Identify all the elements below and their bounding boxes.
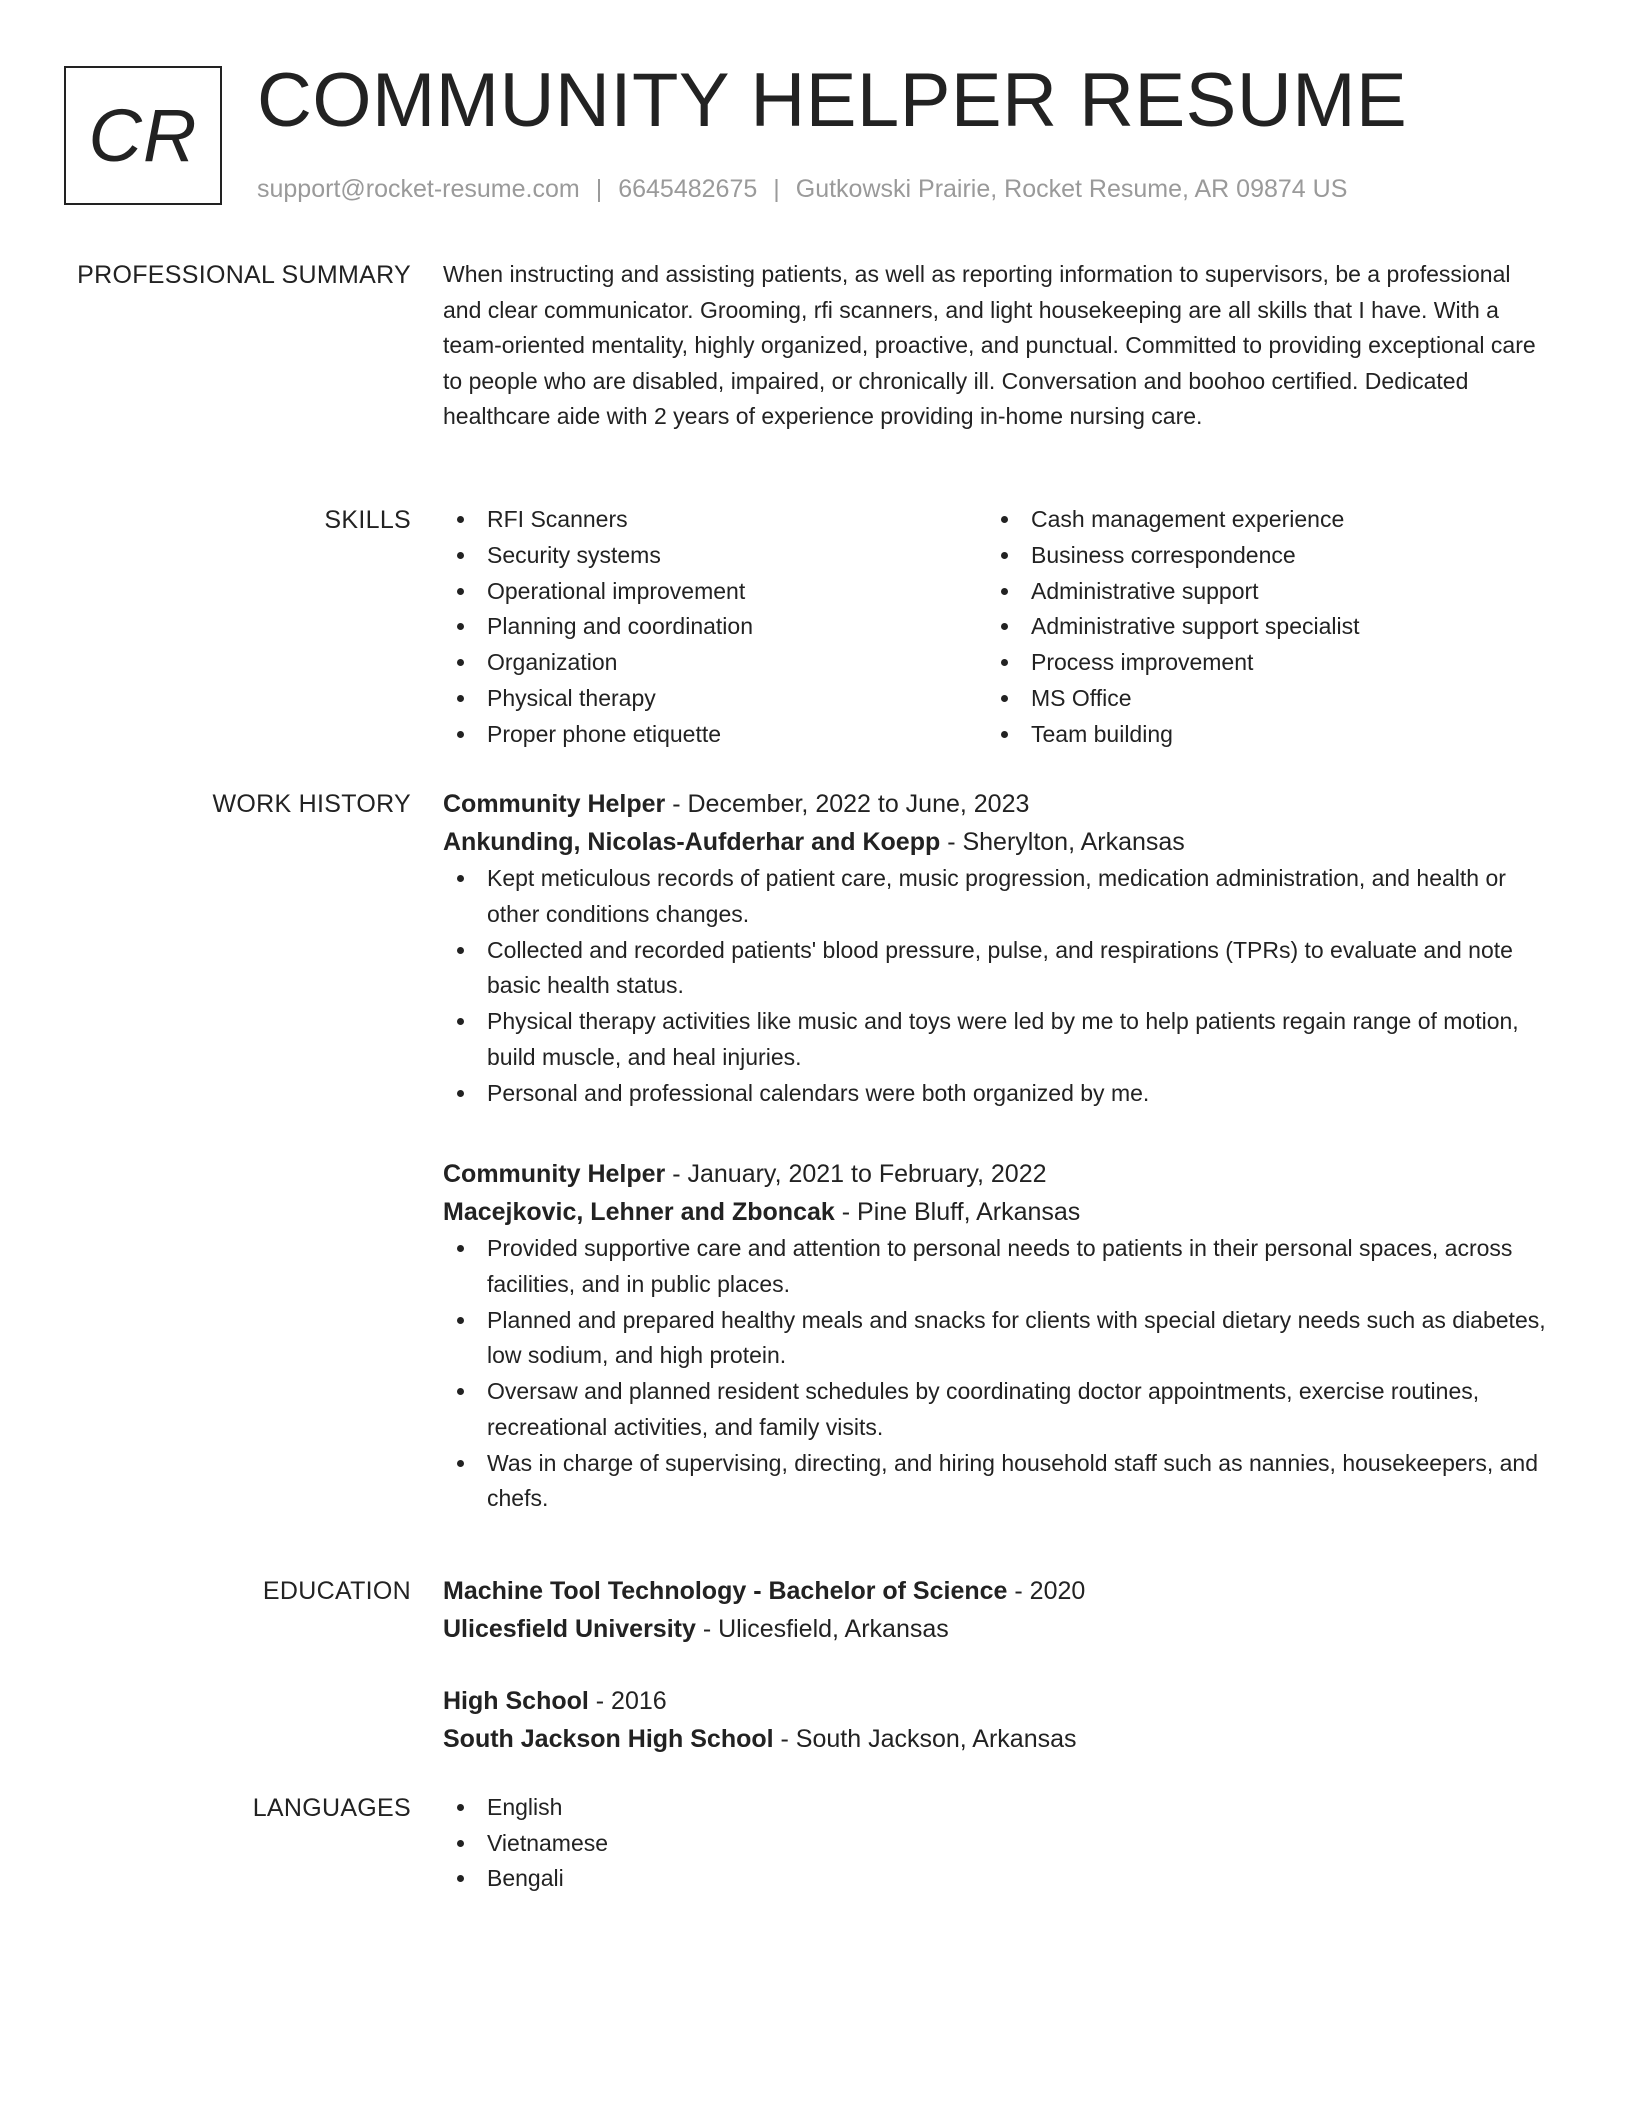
skill-item: Team building <box>987 717 1531 753</box>
education-degree: High School <box>443 1687 589 1715</box>
summary-text: When instructing and assisting patients, as well as reporting information to supervisors, be a professional and clear communicator. Grooming, rfi scanners, and light housekeeping are all skills that I have. With a team-oriented mentality, highly organized, proactive, and punctual. Committed to providing exceptional care to people who are disabled, impaired, or chronically ill. Conversation and boohoo certified. Dedicated healthcare aide with 2 years of experience providing in-home nursing care. <box>443 261 1536 429</box>
languages-body <box>443 1790 1548 1897</box>
job-location: - Sherylton, Arkansas <box>940 827 1185 856</box>
monogram-text: CR <box>88 94 198 177</box>
education-body <box>443 1573 1548 1758</box>
job-title-line <box>443 1156 1548 1194</box>
education-year: - 2020 <box>1007 1577 1086 1605</box>
job-company-line <box>443 824 1548 862</box>
section-heading-education: EDUCATION <box>262 1577 411 1605</box>
job-duty: Physical therapy activities like music and toys were led by me to help patients regain range of motion, build muscle, and heal injuries. <box>443 1004 1548 1075</box>
section-heading-summary: PROFESSIONAL SUMMARY <box>77 261 411 289</box>
job-dates: - December, 2022 to June, 2023 <box>665 790 1030 818</box>
job-entry <box>443 786 1548 1111</box>
language-item: Bengali <box>443 1861 1548 1897</box>
education-location: - South Jackson, Arkansas <box>773 1724 1077 1753</box>
skill-item: Physical therapy <box>443 681 987 717</box>
job-company: Ankunding, Nicolas-Aufderhar and Koepp <box>443 827 941 856</box>
skill-item: Proper phone etiquette <box>443 717 987 753</box>
job-duty: Provided supportive care and attention to personal needs to patients in their personal spaces, across facilities, and in public places. <box>443 1231 1548 1302</box>
job-dates: - January, 2021 to February, 2022 <box>665 1160 1047 1188</box>
job-duty: Was in charge of supervising, directing, and hiring household staff such as nannies, housekeepers, and chefs. <box>443 1446 1548 1517</box>
section-heading-skills: SKILLS <box>324 506 411 534</box>
job-duty: Kept meticulous records of patient care, music progression, medication administration, and health or other conditions changes. <box>443 861 1548 932</box>
contact-email[interactable]: support@rocket-resume.com <box>257 175 580 203</box>
skill-item: Business correspondence <box>987 538 1531 574</box>
languages-list <box>443 1790 1548 1897</box>
section-heading-work-history: WORK HISTORY <box>212 790 411 818</box>
job-title: Community Helper <box>443 790 666 818</box>
education-year: - 2016 <box>588 1687 667 1715</box>
education-entry <box>443 1573 1548 1648</box>
skills-column-left <box>443 502 987 753</box>
job-duty: Collected and recorded patients' blood pressure, pulse, and respirations (TPRs) to evaluate and note basic health status. <box>443 933 1548 1004</box>
job-duty: Personal and professional calendars were both organized by me. <box>443 1076 1548 1112</box>
job-location: - Pine Bluff, Arkansas <box>834 1197 1081 1226</box>
language-item: English <box>443 1790 1548 1826</box>
skill-item: MS Office <box>987 681 1531 717</box>
monogram-logo <box>64 66 222 205</box>
contact-line <box>257 171 1347 207</box>
education-school-line <box>443 1611 1548 1649</box>
job-entry <box>443 1156 1548 1517</box>
education-degree-line <box>443 1573 1548 1611</box>
resume-title: COMMUNITY HELPER RESUME <box>257 58 1408 143</box>
language-item: Vietnamese <box>443 1826 1548 1862</box>
job-company: Macejkovic, Lehner and Zboncak <box>443 1197 835 1226</box>
section-heading-languages: LANGUAGES <box>252 1794 411 1822</box>
job-company-line <box>443 1194 1548 1232</box>
job-duty: Planned and prepared healthy meals and snacks for clients with special dietary needs such as diabetes, low sodium, and high protein. <box>443 1303 1548 1374</box>
education-school-line <box>443 1721 1548 1759</box>
job-duties-list <box>443 861 1548 1111</box>
contact-separator: | <box>595 175 603 203</box>
job-title-line <box>443 786 1548 824</box>
education-degree-line <box>443 1683 1548 1721</box>
skill-item: Security systems <box>443 538 987 574</box>
summary-body <box>443 257 1548 435</box>
education-school: South Jackson High School <box>443 1724 774 1753</box>
skill-item: RFI Scanners <box>443 502 987 538</box>
skill-item: Process improvement <box>987 645 1531 681</box>
contact-phone[interactable]: 6645482675 <box>618 175 758 203</box>
education-entry <box>443 1683 1548 1758</box>
education-location: - Ulicesfield, Arkansas <box>695 1614 949 1643</box>
job-title: Community Helper <box>443 1160 666 1188</box>
skill-item: Planning and coordination <box>443 609 987 645</box>
education-school: Ulicesfield University <box>443 1614 696 1643</box>
skill-item: Operational improvement <box>443 574 987 610</box>
skill-item: Organization <box>443 645 987 681</box>
skill-item: Administrative support specialist <box>987 609 1531 645</box>
skill-item: Administrative support <box>987 574 1531 610</box>
skill-item: Cash management experience <box>987 502 1531 538</box>
skills-body <box>443 502 1548 753</box>
work-history-body <box>443 786 1548 1517</box>
contact-separator: | <box>773 175 780 203</box>
contact-address: Gutkowski Prairie, Rocket Resume, AR 09874 US <box>795 175 1348 203</box>
education-degree: Machine Tool Technology - Bachelor of Science <box>443 1577 1008 1605</box>
job-duty: Oversaw and planned resident schedules by coordinating doctor appointments, exercise routines, recreational activities, and family visits. <box>443 1374 1548 1445</box>
skills-column-right <box>987 502 1531 753</box>
skills-grid <box>443 502 1548 753</box>
job-duties-list <box>443 1231 1548 1517</box>
